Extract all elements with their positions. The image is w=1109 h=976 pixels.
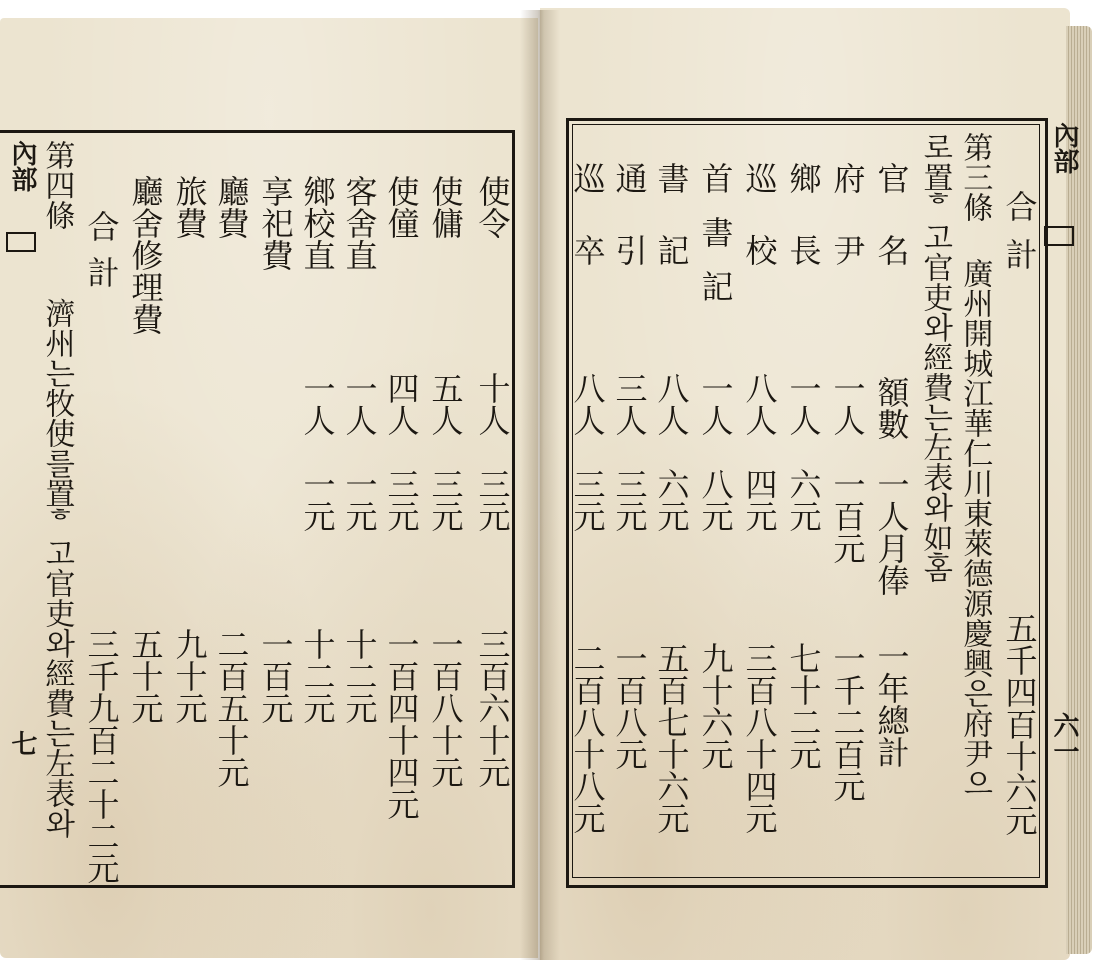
- column-header-annual: 一年總計: [872, 640, 911, 768]
- prev-total-value: 五千四百十六元: [1000, 612, 1039, 836]
- left-row-annual: 五十元: [126, 628, 165, 724]
- right-fish-tail-mark: [1044, 226, 1074, 246]
- right-row-label: 巡卒: [568, 162, 607, 306]
- right-row-annual: 一千二百元: [828, 642, 867, 802]
- right-row-monthly: 四元: [740, 468, 779, 532]
- left-row-label: 廳舍修理費: [126, 175, 165, 335]
- right-row-count: 三人: [610, 372, 649, 436]
- left-row-count: 十人: [473, 372, 512, 436]
- left-row-monthly: 一元: [340, 468, 379, 532]
- right-row-annual: 二百八十八元: [568, 642, 607, 834]
- right-row-annual: 五百七十六元: [652, 642, 691, 834]
- right-page-header: 內部: [1049, 122, 1079, 174]
- left-row-monthly: 三元: [473, 468, 512, 532]
- left-row-annual: 一百八十元: [426, 628, 465, 788]
- left-row-annual: 一百四十四元: [382, 628, 421, 820]
- right-row-label: 書記: [652, 162, 691, 306]
- right-row-label: 府尹: [828, 162, 867, 306]
- left-row-label: 享祀費: [256, 175, 295, 271]
- right-page-folio: 六一: [1049, 712, 1079, 764]
- right-row-count: 八人: [568, 372, 607, 436]
- right-row-count: 一人: [828, 372, 867, 436]
- left-row-count: 五人: [426, 372, 465, 436]
- right-row-count: 八人: [740, 372, 779, 436]
- right-row-annual: 七十二元: [784, 642, 823, 770]
- right-row-count: 一人: [696, 372, 735, 436]
- right-row-label: 通引: [610, 162, 649, 306]
- article3-heading: 第三條: [957, 132, 993, 222]
- right-row-count: 一人: [784, 372, 823, 436]
- left-fish-tail-mark: [6, 232, 36, 252]
- left-page-folio: 七: [7, 730, 37, 756]
- right-row-monthly: 三元: [568, 468, 607, 532]
- book-gutter: [520, 10, 560, 960]
- right-row-label: 巡校: [740, 162, 779, 306]
- prev-total-label: 合計: [1000, 190, 1039, 286]
- left-row-label: 廳費: [212, 175, 251, 239]
- article4-heading: 第四條: [39, 140, 75, 230]
- left-row-label: 客舍直: [340, 175, 379, 271]
- right-row-monthly: 八元: [696, 468, 735, 532]
- right-row-monthly: 一百元: [828, 468, 867, 564]
- left-total-label: 合計: [82, 210, 121, 302]
- left-row-label: 鄉校直: [298, 175, 337, 271]
- right-row-monthly: 六元: [784, 468, 823, 532]
- right-row-label: 首書記: [696, 162, 735, 324]
- column-header-name: 官名: [872, 162, 911, 306]
- left-row-annual: 一百元: [256, 628, 295, 724]
- right-row-label: 鄉長: [784, 162, 823, 306]
- left-row-label: 使傭: [426, 175, 465, 239]
- article3-text-line2: 로置ᄒ고官吏와經費는左表와如홈: [917, 132, 953, 582]
- left-row-count: 四人: [382, 372, 421, 436]
- left-row-count: 一人: [298, 372, 337, 436]
- left-row-annual: 十二元: [298, 628, 337, 724]
- right-row-annual: 九十六元: [696, 642, 735, 770]
- right-row-monthly: 六元: [652, 468, 691, 532]
- left-row-label: 旅費: [170, 175, 209, 239]
- left-page-header: 內部: [7, 140, 37, 192]
- article3-text-line1: 廣州開城江華仁川東萊德源慶興은府尹으: [957, 258, 993, 798]
- left-row-label: 使令: [473, 175, 512, 239]
- left-row-count: 一人: [340, 372, 379, 436]
- left-row-monthly: 三元: [426, 468, 465, 532]
- left-row-monthly: 一元: [298, 468, 337, 532]
- right-row-annual: 三百八十四元: [740, 642, 779, 834]
- left-total-value: 三千九百二十二元: [82, 628, 121, 884]
- left-row-annual: 九十元: [170, 628, 209, 724]
- column-header-monthly: 一人月俸: [872, 468, 911, 596]
- left-row-label: 使僮: [382, 175, 421, 239]
- right-row-count: 八人: [652, 372, 691, 436]
- column-header-count: 額數: [872, 376, 911, 440]
- left-row-monthly: 三元: [382, 468, 421, 532]
- left-row-annual: 二百五十元: [212, 628, 251, 788]
- right-row-annual: 一百八元: [610, 642, 649, 770]
- left-row-annual: 十二元: [340, 628, 379, 724]
- left-row-annual: 三百六十元: [473, 628, 512, 788]
- right-row-monthly: 三元: [610, 468, 649, 532]
- article4-text: 濟州는牧使를置ᄒ고官吏와經費는左表와: [39, 298, 75, 838]
